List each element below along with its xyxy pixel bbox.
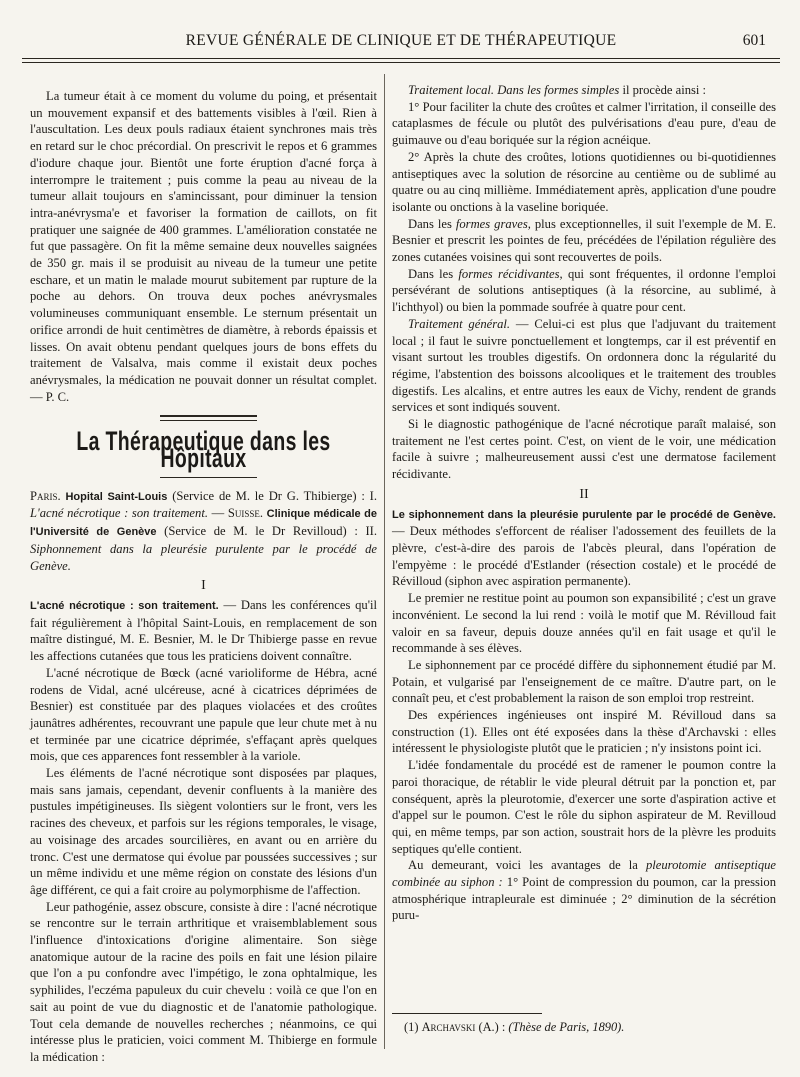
section-rule-thick [160,415,257,417]
column-divider [384,74,385,1049]
header-rule-thin [22,62,780,63]
paragraph-avantages: Au demeurant, voici les avantages de la pleurotomie antiseptique combinée au siphon : 1° Point de compression du poumon, car la pression atmosphérique intrapleurale est diminuée ; 2° diminution de la sécrétion puru- [392,858,777,923]
paragraph-formes-recidivantes: Dans les formes récidivantes, qui sont fréquentes, il ordonne l'emploi persévérant de solutions antiseptiques (à la résorcine, au sublimé, à l'ichthyol) ou bien la pommade soufrée à quatre pour cent. [392,266,776,315]
paragraph-tumeur: La tumeur était à ce moment du volume du poing, et présentait un mouvement expansif et des battements visibles à l'œil. Rien à l'auscultation. Les deux pouls radiaux étaient synchrones mais très en retard sur le choc précordial. On prescrivit le repos et 6 grammes d'iodure chaque jour. Bientôt une forte éruption d'acné força à interrompre le traitement ; puis comme la peau au niveau de la tumeur allait toujours en s'amincissant, pour diminuer la tension intra-anévrysma'e et favoriser la formation de caillots, on fit pratiquer une saignée de 400 grammes. L'amélioration constatée ne fut que passagère. On fit la même semaine deux nouvelles saignées de 350 gr. mais il se produisit au niveau de la tumeur une petite eschare, et un matin le malade mourut subitement par rupture de la poche au dehors. On trouva deux poches anévrysmales volumineuses communiquant ensemble. Le sternum présentait un orifice arrondi de huit centimètres de diamètre, à rebords épaissis et lisses. On avait obtenu pendant quelques jours de bons effets du traitement de Valsalva, mais comme il existait deux poches anévrysmales, la médication ne pouvait donner un résultat complet. — P. C. [30,89,377,404]
paragraph-formes-graves: Dans les formes graves, plus exceptionnelles, il suit l'exemple de M. E. Besnier et prescrit les pointes de feu, précédées de l'épilation régulière des zones cutanées voisines qui sont recouvertes de poils. [392,216,776,265]
roman-numeral-2: II [579,486,589,502]
section-title: La Thérapeutique dans les Hôpitaux [76,426,331,474]
journal-title: REVUE GÉNÉRALE DE CLINIQUE ET DE THÉRAPEUTIQUE [185,32,617,49]
paragraph-traitement-local: Traitement local. Dans les formes simples il procède ainsi : [408,83,707,97]
paragraph-traitement-general: Traitement général. — Celui-ci est plus que l'adjuvant du traitement local ; il faut le suivre ponctuellement et longtemps, car il est préventif en visant surtout les troubles digestifs. On ordonnera donc la régularité du régime, l'abstention des boissons alcooliques et le traitement des troubles digestifs. Les alcalins, et entre autres les eaux de Vichy, rendent de grands services et sont indiqués souvent. [392,316,776,415]
right-column [392,82,776,924]
paragraph-siphonnement-intro: Le siphonnement dans la pleurésie purulente par le procédé de Genève. — Deux méthodes s'efforcent de réaliser l'adossement des feuillets de la plèvre, c'est-à-dire des parois de l'abcès pleural, dans l'opération de l'empyème : le procédé d'Estlander (résection costale) et le procédé de Révilloud (siphon avec aspiration permanente). [392,508,776,589]
section-intro: Paris. Hopital Saint-Louis (Service de M. le Dr G. Thibierge) : I. L'acné nécrotique : son traitement. — Suisse. Clinique médicale de l'Université de Genève (Service de M. le Dr Revilloud) : II. Siphonnement dans la pleurésie purulente par le procédé de Genève. [30,488,378,573]
section-rule-below [160,477,257,478]
paragraph-siphonnement-potain: Le siphonnement par ce procédé diffère du siphonnement étudié par M. Potain, et vulgarisé par l'enseignement de ce maître. D'autre part, on le connaît peu, et c'est probablement la raison de son emploi trop restreint. [392,657,776,706]
paragraph-acne-pathogenie: Leur pathogénie, assez obscure, consiste à dire : l'acné nécrotique se rencontre sur le terrain arthritique et vraisemblablement sous l'influence d'intoxications d'origine alimentaire. Son siège anatomique autour de la racine des poils en fait une lésion pilaire que l'on a pu confondre avec l'impétigo, le zona ophtalmique, les syphilides, l'eczéma papuleux du cuir chevelu : voilà ce que l'on en sait au point de vue du diagnostic et de l'anatomie pathologique. Tout cela demande de nouvelles recherches ; néanmoins, ce qui intéresse plus le praticien, voici comment M. Thibierge en formule la médication : [30,899,377,1064]
paragraph-acne-intro: L'acné nécrotique : son traitement. — Dans les conférences qu'il fait régulièrement à l'hôpital Saint-Louis, en remplacement de son maître distingué, M. E. Besnier, M. le Dr Thibierge passe en revue les affections cutanées que tous les praticiens doivent connaître. [30,597,377,664]
paragraph-acne-description: L'acné nécrotique de Bœck (acné varioliforme de Hébra, acné rodens de Vidal, acné ulcéreuse, acné à cicatrices déprimées de Besnier) est constituée par des plaques violacées et des croûtes jaunâtres adhérentes, recouvrant une papule que leur chute met à nu et terminée par une cicatrice déprimée, s'effaçant après quelques mois, que ces apparences font ressembler à la variole. [30,665,377,764]
paragraph-step-1: 1° Pour faciliter la chute des croûtes et calmer l'irritation, il conseille des cataplasmes de fécule ou plutôt des pulvérisations d'eau pure, d'eau de guimauve ou d'eau boriquée sur la région acnéique. [392,99,776,148]
footnote: (1) Archavski (A.) : (Thèse de Paris, 1890). [404,1020,625,1034]
page-number: 601 [742,32,766,49]
header-rule [22,58,780,59]
left-column [30,88,377,1066]
paragraph-idee: L'idée fondamentale du procédé est de ramener le poumon contre la paroi thoracique, de rétablir le vide pleural détruit par la ponction et, par conséquent, après la pleurotomie, d'exercer une sorte d'aspiration active et d'appel sur le poumon. C'est le rôle du siphon aspirateur de M. Revilloud qui, en même temps, par son action, soustrait hors de la plèvre les produits septiques qu'elle contient. [392,758,776,856]
section-rule-thin [160,420,257,421]
roman-numeral-1: I [201,578,206,594]
paragraph-diagnostic: Si le diagnostic pathogénique de l'acné nécrotique paraît malaisé, son traitement ne l'est certes point. C'est, on vient de le voir, une médication facile à suivre ; malheureusement aussi c'est une dermatose facilement récidivante. [392,417,776,482]
paragraph-acne-elements: Les éléments de l'acné nécrotique sont disposées par plaques, mais sans jamais, cependant, devenir confluents à la manière des pustules impétigineuses. Ils siègent volontiers sur le front, vers les racines des cheveux, et parfois sur les régions temporales, le visage, au voisinage des arcades sourcilières, en avant ou en arrière du tronc. C'est une dermatose qui évolue par poussées successives ; sur un même individu et une même région on constate des lésions d'un âge différent, ce qui a fait croire au polymorphisme de l'affection. [30,766,377,897]
paragraph-premier: Le premier ne restitue point au poumon son expansibilité ; c'est un grave inconvénient. Le second la lui rend : voilà le motif que M. Révilloud fait valoir en sa faveur, depuis douze années qu'il en fait usage et qu'il le recommande à ses élèves. [392,591,776,656]
footnote-rule [392,1013,542,1014]
paragraph-experiences: Des expériences ingénieuses ont inspiré M. Révilloud dans sa construction (1). Elles ont été exposées dans la thèse d'Archavski : elles intéressent le physiologiste plutôt que le praticien ; n'y insistons point ici. [392,708,776,756]
running-header [22,24,780,56]
paragraph-step-2: 2° Après la chute des croûtes, lotions quotidiennes ou bi-quotidiennes antiseptiques avec la solution de résorcine au centième ou de sublimé au quatre ou au cinq millième. Immédiatement après, application d'une poudre isolante ou onctions à la vaseline boriquée. [392,149,776,214]
